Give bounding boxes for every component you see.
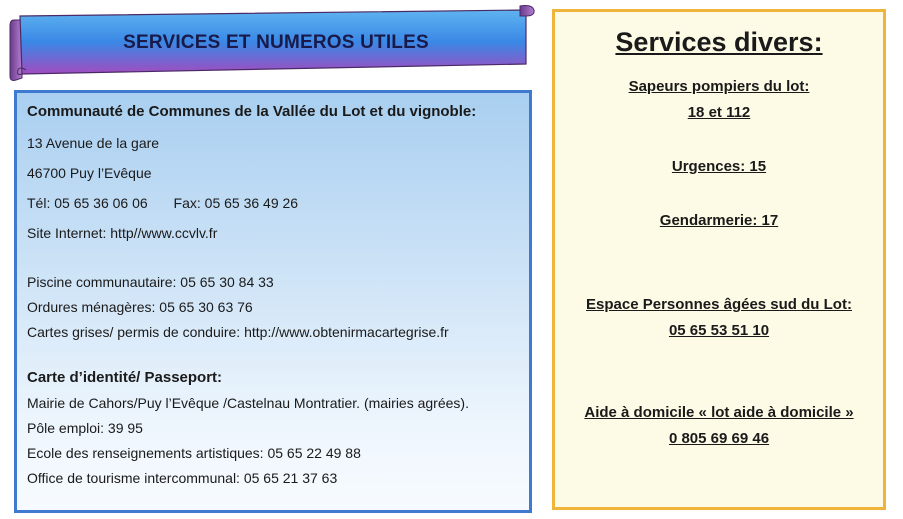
services-divers-panel xyxy=(552,9,886,510)
address-line-1: 13 Avenue de la gare xyxy=(27,135,160,151)
elderly-services-label: Espace Personnes âgées sud du Lot: xyxy=(586,296,852,313)
banner-title: SERVICES ET NUMEROS UTILES xyxy=(123,32,429,53)
phone-number: Tél: 05 65 36 06 06 xyxy=(27,195,148,211)
home-help-label: Aide à domicile « lot aide à domicile » xyxy=(584,404,854,421)
identity-heading: Carte d’identité/ Passeport: xyxy=(27,369,223,386)
website-line: Site Internet: http//www.ccvlv.fr xyxy=(27,225,218,241)
community-name: Communauté de Communes de la Vallée du Lot et du vignoble: xyxy=(27,103,477,120)
fax-number: Fax: 05 65 36 49 26 xyxy=(173,195,299,211)
gendarmerie-label: Gendarmerie: 17 xyxy=(659,212,779,229)
elderly-services-number: 05 65 53 51 10 xyxy=(668,322,770,339)
emergency-label: Urgences: 15 xyxy=(671,158,767,175)
identity-line: Pôle emploi: 39 95 xyxy=(27,420,143,436)
identity-line: Ecole des renseignements artistiques: 05 65 22 49 88 xyxy=(27,445,361,461)
firefighters-number: 18 et 112 xyxy=(687,104,751,121)
identity-line: Office de tourisme intercommunal: 05 65 21 37 63 xyxy=(27,470,338,486)
community-info-panel xyxy=(14,90,532,513)
spacer xyxy=(27,345,519,359)
identity-line: Mairie de Cahors/Puy l’Evêque /Castelnau Montratier. (mairies agrées). xyxy=(27,395,469,411)
service-line: Piscine communautaire: 05 65 30 84 33 xyxy=(27,274,274,290)
title-banner xyxy=(8,4,536,82)
spacer xyxy=(27,248,519,270)
address-line-2: 46700 Puy l’Evêque xyxy=(27,165,152,181)
contact-phone-row xyxy=(27,188,519,218)
services-divers-title: Services divers: xyxy=(615,27,823,57)
service-line: Ordures ménagères: 05 65 30 63 76 xyxy=(27,299,253,315)
home-help-number: 0 805 69 69 46 xyxy=(668,430,770,447)
firefighters-label: Sapeurs pompiers du lot: xyxy=(628,78,810,95)
service-line: Cartes grises/ permis de conduire: http://www.obtenirmacartegrise.fr xyxy=(27,324,449,340)
